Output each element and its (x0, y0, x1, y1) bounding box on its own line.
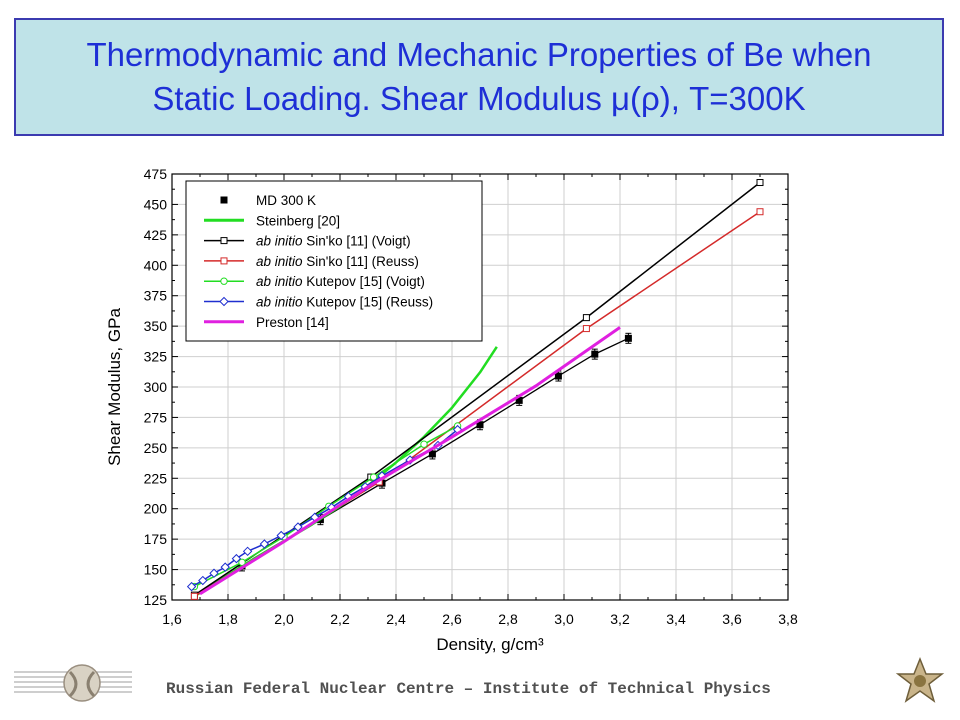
legend-sinko_reuss-label (256, 254, 419, 269)
x-tick-label: 1,8 (218, 611, 238, 627)
x-tick-label: 3,2 (610, 611, 630, 627)
y-axis-title: Shear Modulus, GPa (105, 308, 124, 466)
y-tick-label: 375 (143, 287, 167, 304)
legend-sinko_voigt-label (256, 234, 411, 249)
legend-prefix: ab initio (256, 233, 307, 249)
x-tick-label: 1,6 (162, 611, 182, 627)
y-tick-label: 250 (143, 439, 167, 456)
series-md-point (592, 351, 598, 357)
y-tick-label: 225 (143, 470, 167, 487)
legend-sinko_reuss-marker (221, 258, 227, 264)
footer-text: Russian Federal Nuclear Centre – Institute of Technical Physics (166, 680, 771, 698)
title-line-2: Static Loading. Shear Modulus μ(ρ), T=300K (152, 80, 806, 117)
x-tick-label: 2,2 (330, 611, 350, 627)
y-tick-label: 350 (143, 318, 167, 335)
x-tick-label: 3,8 (778, 611, 798, 627)
series-sinko_voigt-point (583, 315, 589, 321)
x-tick-label: 2,4 (386, 611, 406, 627)
y-tick-label: 475 (143, 166, 167, 182)
y-tick-label: 325 (143, 348, 167, 365)
series-md-point (625, 335, 631, 341)
series-kutepov_reuss-point (244, 547, 252, 555)
y-tick-label: 175 (143, 531, 167, 548)
y-tick-label: 300 (143, 379, 167, 395)
legend-label-text: Sin'ko [11] (Voigt) (306, 233, 411, 249)
y-tick-label: 425 (143, 226, 167, 243)
footer (0, 676, 960, 706)
legend-prefix: ab initio (256, 294, 307, 310)
legend-kutepov_voigt-marker (221, 278, 227, 284)
x-tick-label: 2,6 (442, 611, 462, 627)
legend-label-text: MD 300 K (256, 193, 317, 208)
legend-prefix: ab initio (256, 253, 307, 269)
series-sinko_reuss-point (583, 326, 589, 332)
x-tick-label: 2,0 (274, 611, 294, 627)
series-md-point (555, 373, 561, 379)
series-kutepov_voigt-point (421, 441, 427, 447)
series-kutepov_reuss-point (210, 569, 218, 577)
x-tick-label: 2,8 (498, 611, 518, 627)
series-sinko_voigt-point (757, 180, 763, 186)
x-tick-label: 3,4 (666, 611, 686, 627)
legend-md-label (256, 193, 316, 208)
legend-label-text: Sin'ko [11] (Reuss) (306, 253, 419, 269)
series-preston-line (200, 327, 620, 594)
y-tick-label: 150 (143, 561, 167, 578)
series-sinko_reuss-point (757, 209, 763, 215)
y-tick-label: 275 (143, 409, 167, 426)
series-kutepov_voigt-point (239, 559, 245, 565)
series-md-point (429, 451, 435, 457)
legend-label-text: Steinberg [20] (256, 213, 341, 229)
y-tick-label: 400 (143, 257, 167, 274)
series-sinko_reuss-point (191, 593, 197, 599)
x-axis-title: Density, g/cm³ (436, 635, 544, 654)
legend-sinko_voigt-marker (221, 238, 227, 244)
legend-kutepov_voigt-label (256, 274, 425, 289)
legend-prefix: ab initio (256, 274, 307, 290)
x-tick-label: 3,6 (722, 611, 742, 627)
legend-label-text: Kutepov [15] (Reuss) (306, 294, 434, 310)
y-tick-label: 450 (143, 196, 167, 213)
legend-steinberg-label (256, 213, 340, 228)
legend-kutepov_reuss-label (256, 295, 433, 310)
legend-label-text: Kutepov [15] (Voigt) (306, 274, 425, 290)
title-line-1: Thermodynamic and Mechanic Properties of Be when (86, 36, 872, 73)
legend-md-marker (221, 197, 227, 203)
y-tick-label: 125 (143, 592, 167, 608)
y-tick-label: 200 (143, 500, 167, 517)
legend-label-text: Preston [14] (256, 314, 329, 330)
x-tick-label: 3,0 (554, 611, 574, 627)
legend-preston-label (256, 315, 329, 330)
